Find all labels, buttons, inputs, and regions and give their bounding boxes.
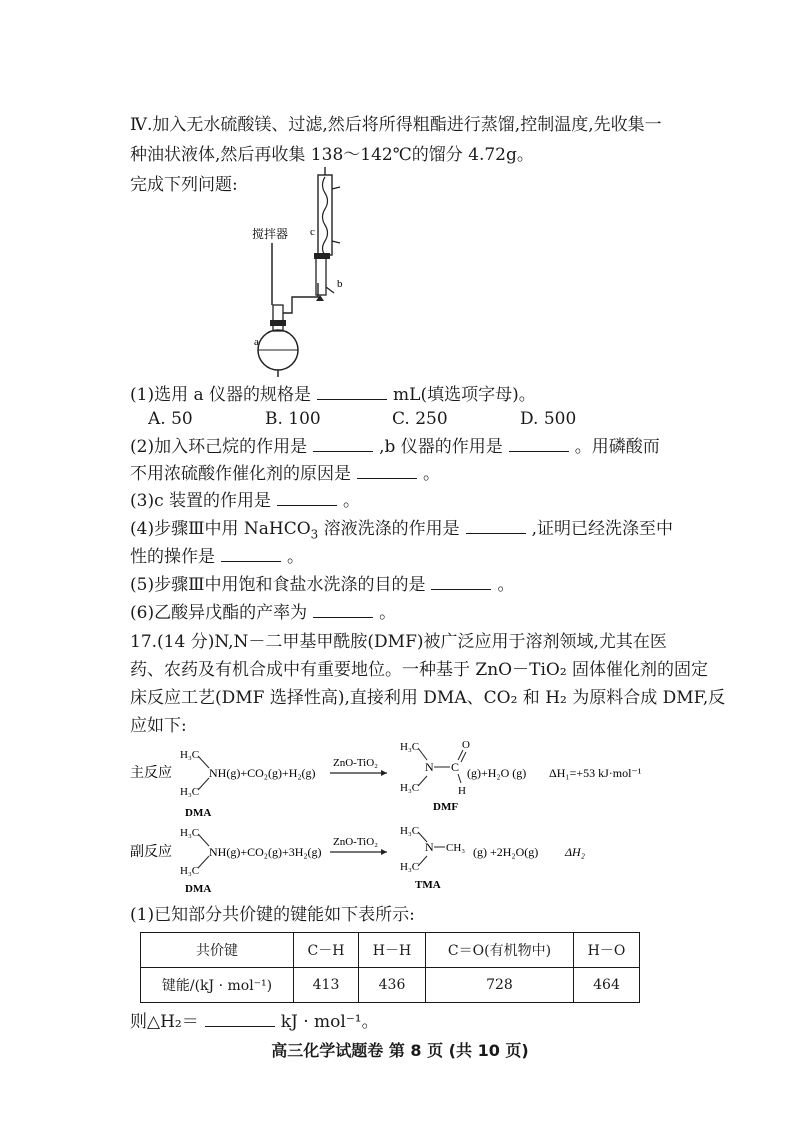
table-header-cell: C＝O(有机物中) [425,933,573,968]
svg-text:H₃C: H₃C [180,865,200,877]
q3-blank[interactable] [277,491,337,506]
side-products: (g) +2H₂O(g) [473,845,539,859]
tma-label: TMA [415,879,441,891]
svg-text:H₃C: H₃C [400,825,420,837]
table-header-row [141,933,640,968]
svg-text:H₃C: H₃C [180,749,200,761]
q2-part-c: 。用磷酸而 [574,437,660,457]
q5-line [130,573,514,597]
q17-line3: 床反应工艺(DMF 选择性高),直接利用 DMA、CO₂ 和 H₂ 为原料合成 DMF,反 [130,688,726,708]
q1-line [130,383,536,407]
answer-blank[interactable] [205,1012,275,1027]
svg-text:H₃C: H₃C [180,827,200,839]
side-reactants: NH(g)+CO₂(g)+3H₂(g) [209,845,322,859]
q2-line2 [130,462,440,486]
q4-subscript: 3 [310,527,319,542]
q4-blank-2[interactable] [221,547,281,562]
q17-line1: 17.(14 分)N,N－二甲基甲酰胺(DMF)被广泛应用于溶剂领域,尤其在医 [130,632,667,652]
answer-suffix: kJ · mol⁻¹。 [280,1012,379,1032]
svg-text:O: O [462,739,470,751]
main-delta-h: ΔH₁=+53 kJ·mol⁻¹ [549,766,642,780]
table-row [141,968,640,1003]
main-products: (g)+H₂O (g) [467,766,527,780]
side-reaction-label: 副反应 [130,845,172,860]
svg-text:H₃C: H₃C [400,782,420,794]
reaction-equations [125,738,685,898]
q5-part-a: (5)步骤Ⅲ中用饱和食盐水洗涤的目的是 [130,575,426,595]
q6-blank[interactable] [313,603,373,618]
q2-part-b: ,b 仪器的作用是 [379,437,503,457]
answer-line [130,1010,379,1034]
svg-text:H₃C: H₃C [400,861,420,873]
q2-part-a: (2)加入环己烷的作用是 [130,437,308,457]
q1-option-d[interactable]: D. 500 [520,409,577,429]
step4-line1: Ⅳ.加入无水硫酸镁、过滤,然后将所得粗酯进行蒸馏,控制温度,先收集一 [130,115,662,135]
label-b: b [337,278,343,290]
dma-label-side: DMA [185,883,212,895]
q1-suffix: mL(填选项字母)。 [393,385,536,405]
table-header-cell: C－H [294,933,359,968]
prompt: 完成下列问题: [130,175,238,195]
bond-energy-table [140,932,640,1003]
main-reaction-label: 主反应 [130,766,172,781]
table-header-cell: H－H [359,933,426,968]
q4-part-a: (4)步骤Ⅲ中用 NaHCO [130,519,311,539]
svg-text:H₃C: H₃C [180,786,200,798]
q1-option-b[interactable]: B. 100 [265,409,321,429]
q2-blank-2[interactable] [509,437,569,452]
table-cell: 413 [294,968,359,1003]
q1-option-c[interactable]: C. 250 [392,409,448,429]
label-c: c [310,226,315,238]
q6-part-a: (6)乙酸异戊酯的产率为 [130,603,308,623]
q2-part-d: 不用浓硫酸作催化剂的原因是 [130,464,351,484]
svg-text:H: H [458,785,466,797]
apparatus-diagram [240,165,370,385]
q1-prefix: (1)选用 a 仪器的规格是 [130,385,312,405]
main-catalyst: ZnO-TiO₂ [333,757,378,769]
side-delta-h: ΔH₂ [565,845,585,859]
q17-line4: 应如下: [130,716,187,736]
table-cell: 436 [359,968,426,1003]
svg-text:N: N [425,760,434,774]
q3-part-a: (3)c 装置的作用是 [130,491,272,511]
svg-text:N: N [425,840,434,854]
main-reactants: NH(g)+CO₂(g)+H₂(g) [209,766,316,780]
q5-blank[interactable] [431,575,491,590]
q3-line [130,489,360,513]
svg-text:H₃C: H₃C [400,741,420,753]
svg-text:CH₃: CH₃ [446,842,466,854]
q2-line1 [130,435,660,459]
table-header-cell: H－O [573,933,639,968]
q6-part-b: 。 [379,603,397,623]
stirrer-label: 搅拌器 [252,227,289,241]
q2-blank-1[interactable] [313,437,373,452]
q4-line1 [130,517,673,546]
row-label: 键能/(kJ · mol⁻¹) [141,968,294,1003]
svg-text:C: C [451,760,460,774]
answer-prefix: 则△H₂＝ [130,1012,199,1032]
q1-option-a[interactable]: A. 50 [148,409,193,429]
table-cell: 728 [425,968,573,1003]
q4-part-b: 溶液洗涤的作用是 [318,519,460,539]
dmf-label: DMF [433,801,459,813]
q4-part-c: ,证明已经洗涤至中 [531,519,674,539]
table-cell: 464 [573,968,639,1003]
q4-line2 [130,545,304,569]
q3-part-b: 。 [343,491,361,511]
bond-table-intro: (1)已知部分共价键的键能如下表所示: [130,905,415,925]
q4-blank-1[interactable] [466,519,526,534]
page-footer: 高三化学试题卷 第 8 页 (共 10 页) [271,1041,529,1060]
label-a: a [254,336,259,348]
step4-line2: 种油状液体,然后再收集 138～142℃的馏分 4.72g。 [130,145,534,165]
q5-part-b: 。 [497,575,515,595]
q2-part-e: 。 [423,464,440,484]
table-header-cell: 共价键 [141,933,294,968]
q2-blank-3[interactable] [357,464,417,479]
q1-answer-blank[interactable] [317,385,387,400]
dma-label-main: DMA [185,807,212,819]
q17-line2: 药、农药及有机合成中有重要地位。一种基于 ZnO－TiO₂ 固体催化剂的固定 [130,660,709,680]
q6-line [130,601,396,625]
q4-part-d: 性的操作是 [130,547,215,567]
q4-part-e: 。 [287,547,304,567]
side-catalyst: ZnO-TiO₂ [333,836,378,848]
